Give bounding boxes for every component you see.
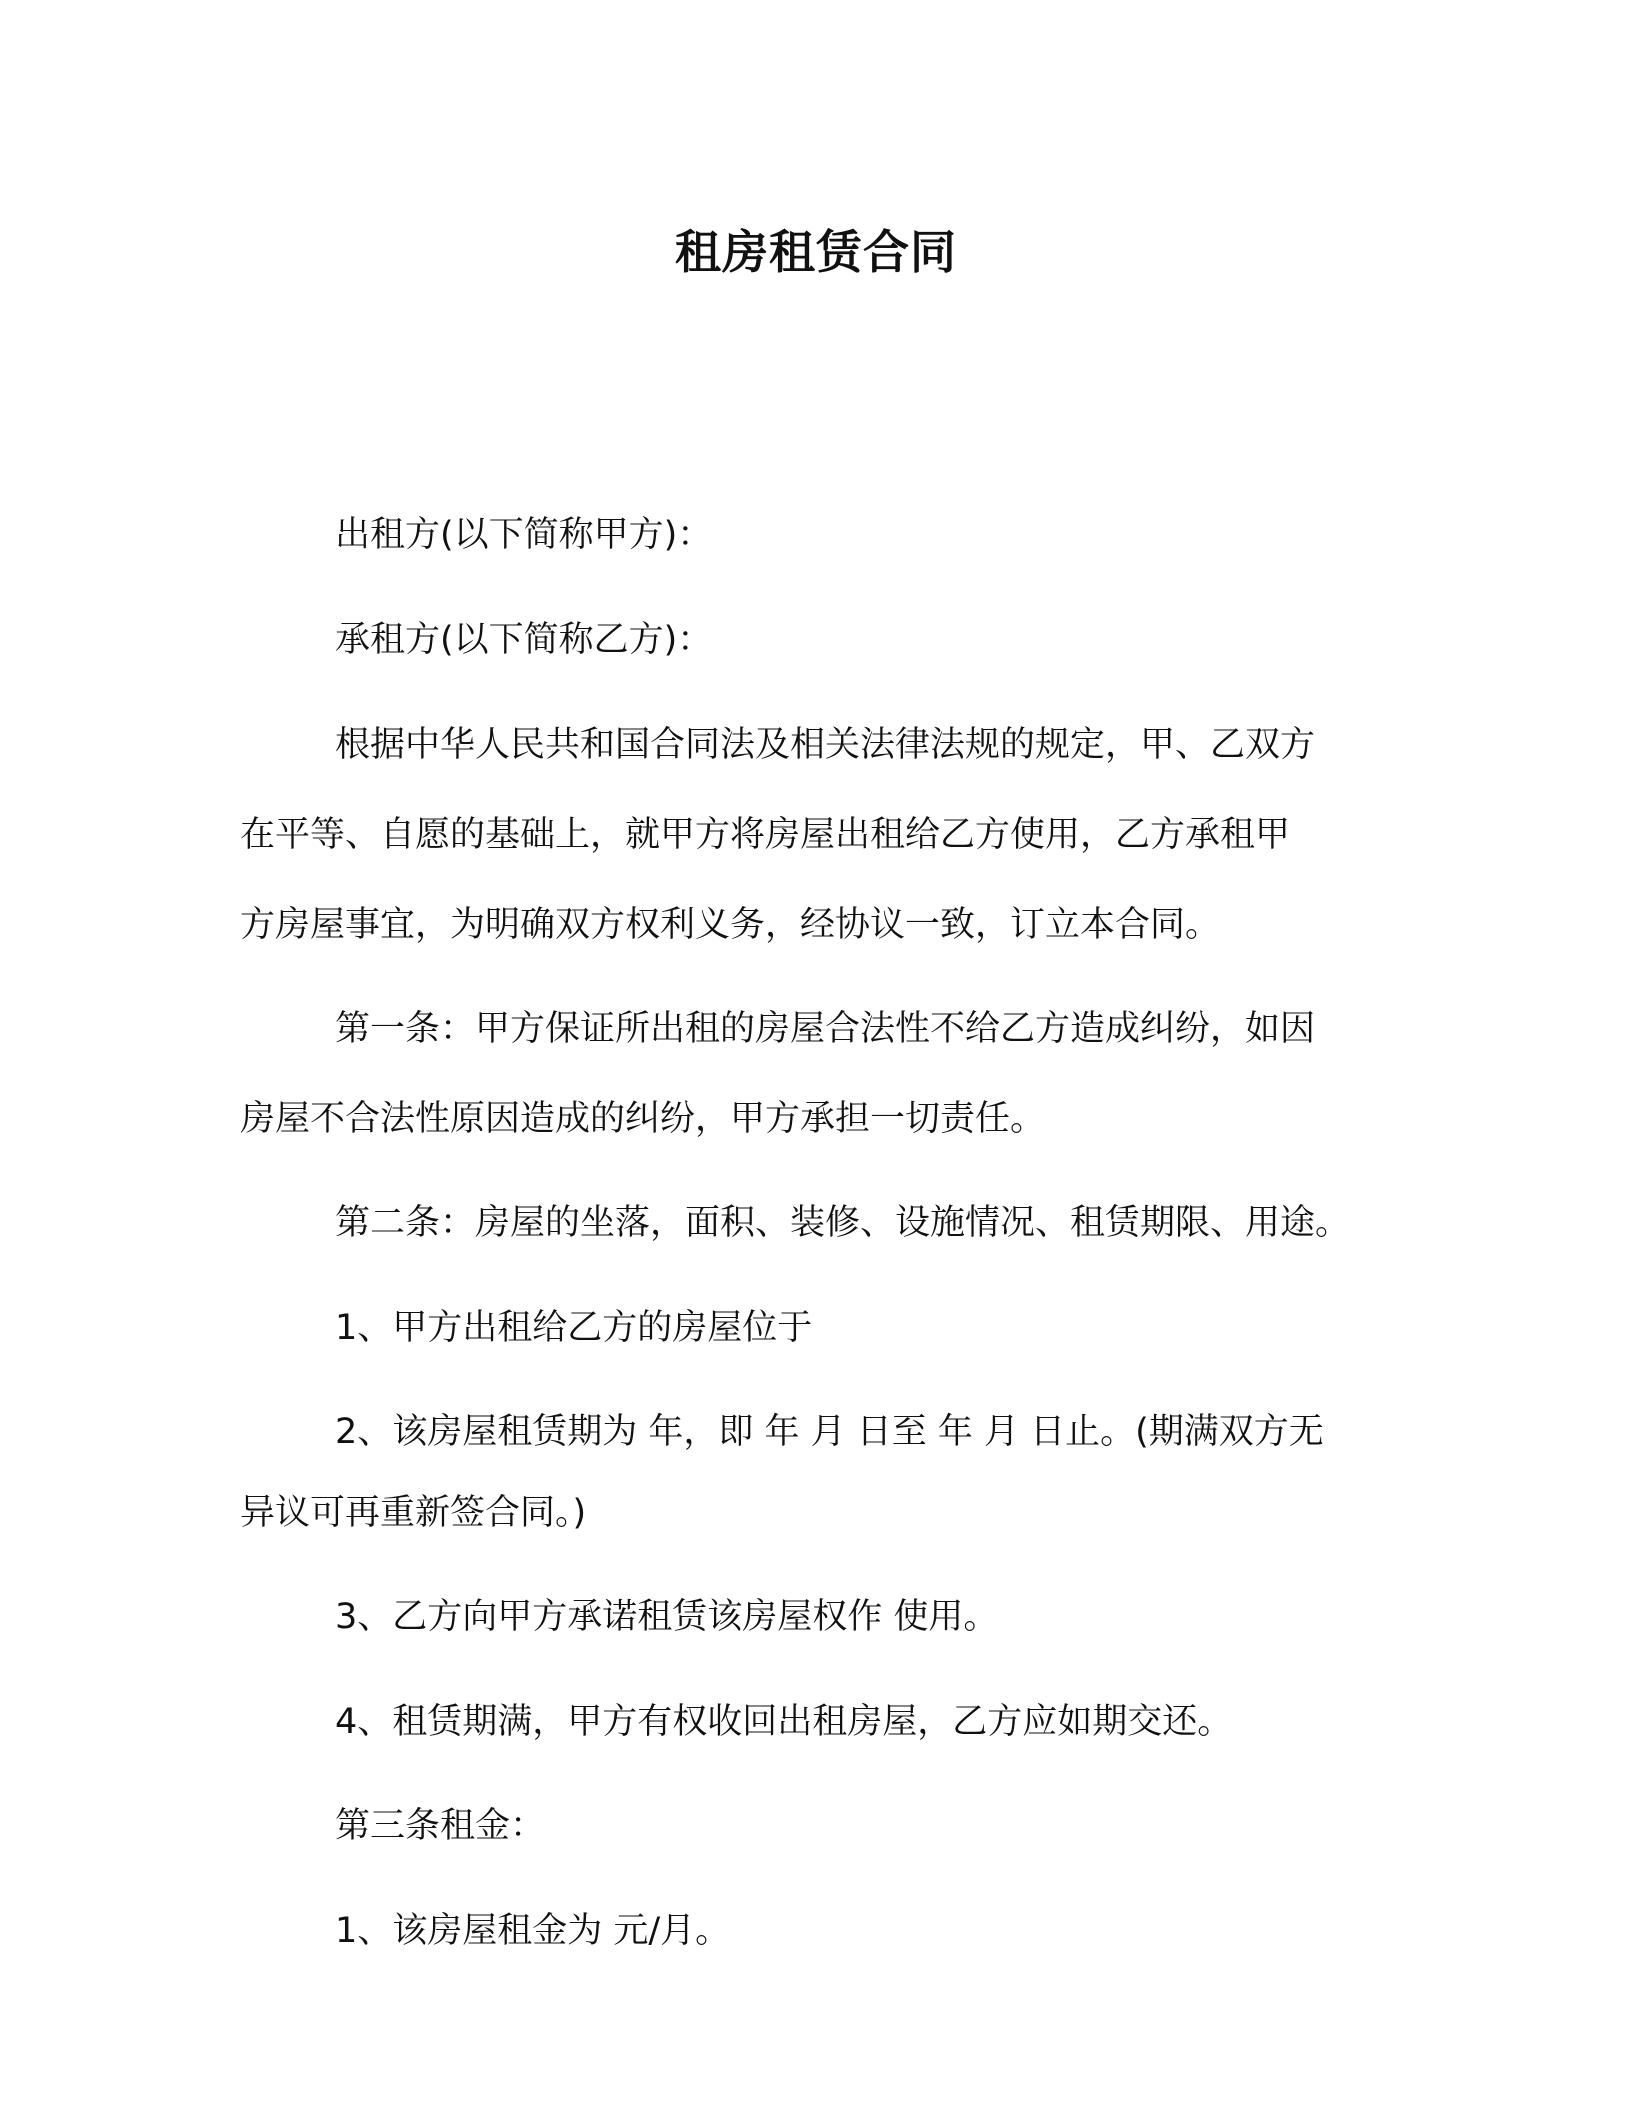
lessee-line: 承租方(以下简称乙方)： [335,620,713,660]
article-1-line-1: 第一条：甲方保证所出租的房屋合法性不给乙方造成纠纷，如因 [335,1009,1316,1049]
preamble-line-3: 方房屋事宜，为明确双方权利义务，经协议一致，订立本合同。 [240,905,1221,945]
article-2-item-2-line-1: 2、该房屋租赁期为 年，即 年 月 日至 年 月 日止。(期满双方无 [335,1412,1324,1452]
article-2-item-4: 4、租赁期满，甲方有权收回出租房屋，乙方应如期交还。 [335,1702,1233,1742]
preamble-line-1: 根据中华人民共和国合同法及相关法律法规的规定，甲、乙双方 [335,725,1316,765]
article-1-line-2: 房屋不合法性原因造成的纠纷，甲方承担一切责任。 [240,1099,1046,1139]
article-3-heading: 第三条租金： [335,1806,546,1846]
article-3-item-1: 1、该房屋租金为 元/月。 [335,1911,731,1951]
article-2-heading: 第二条：房屋的坐落，面积、装修、设施情况、租赁期限、用途。 [335,1203,1351,1243]
article-2-item-3: 3、乙方向甲方承诺租赁该房屋权作 使用。 [335,1597,999,1637]
lessor-line: 出租方(以下简称甲方)： [335,515,713,555]
document-title: 租房租赁合同 [675,225,957,279]
preamble-line-2: 在平等、自愿的基础上，就甲方将房屋出租给乙方使用，乙方承租甲 [240,815,1291,855]
article-2-item-1: 1、甲方出租给乙方的房屋位于 [335,1308,813,1348]
article-2-item-2-line-2: 异议可再重新签合同。) [240,1493,587,1533]
